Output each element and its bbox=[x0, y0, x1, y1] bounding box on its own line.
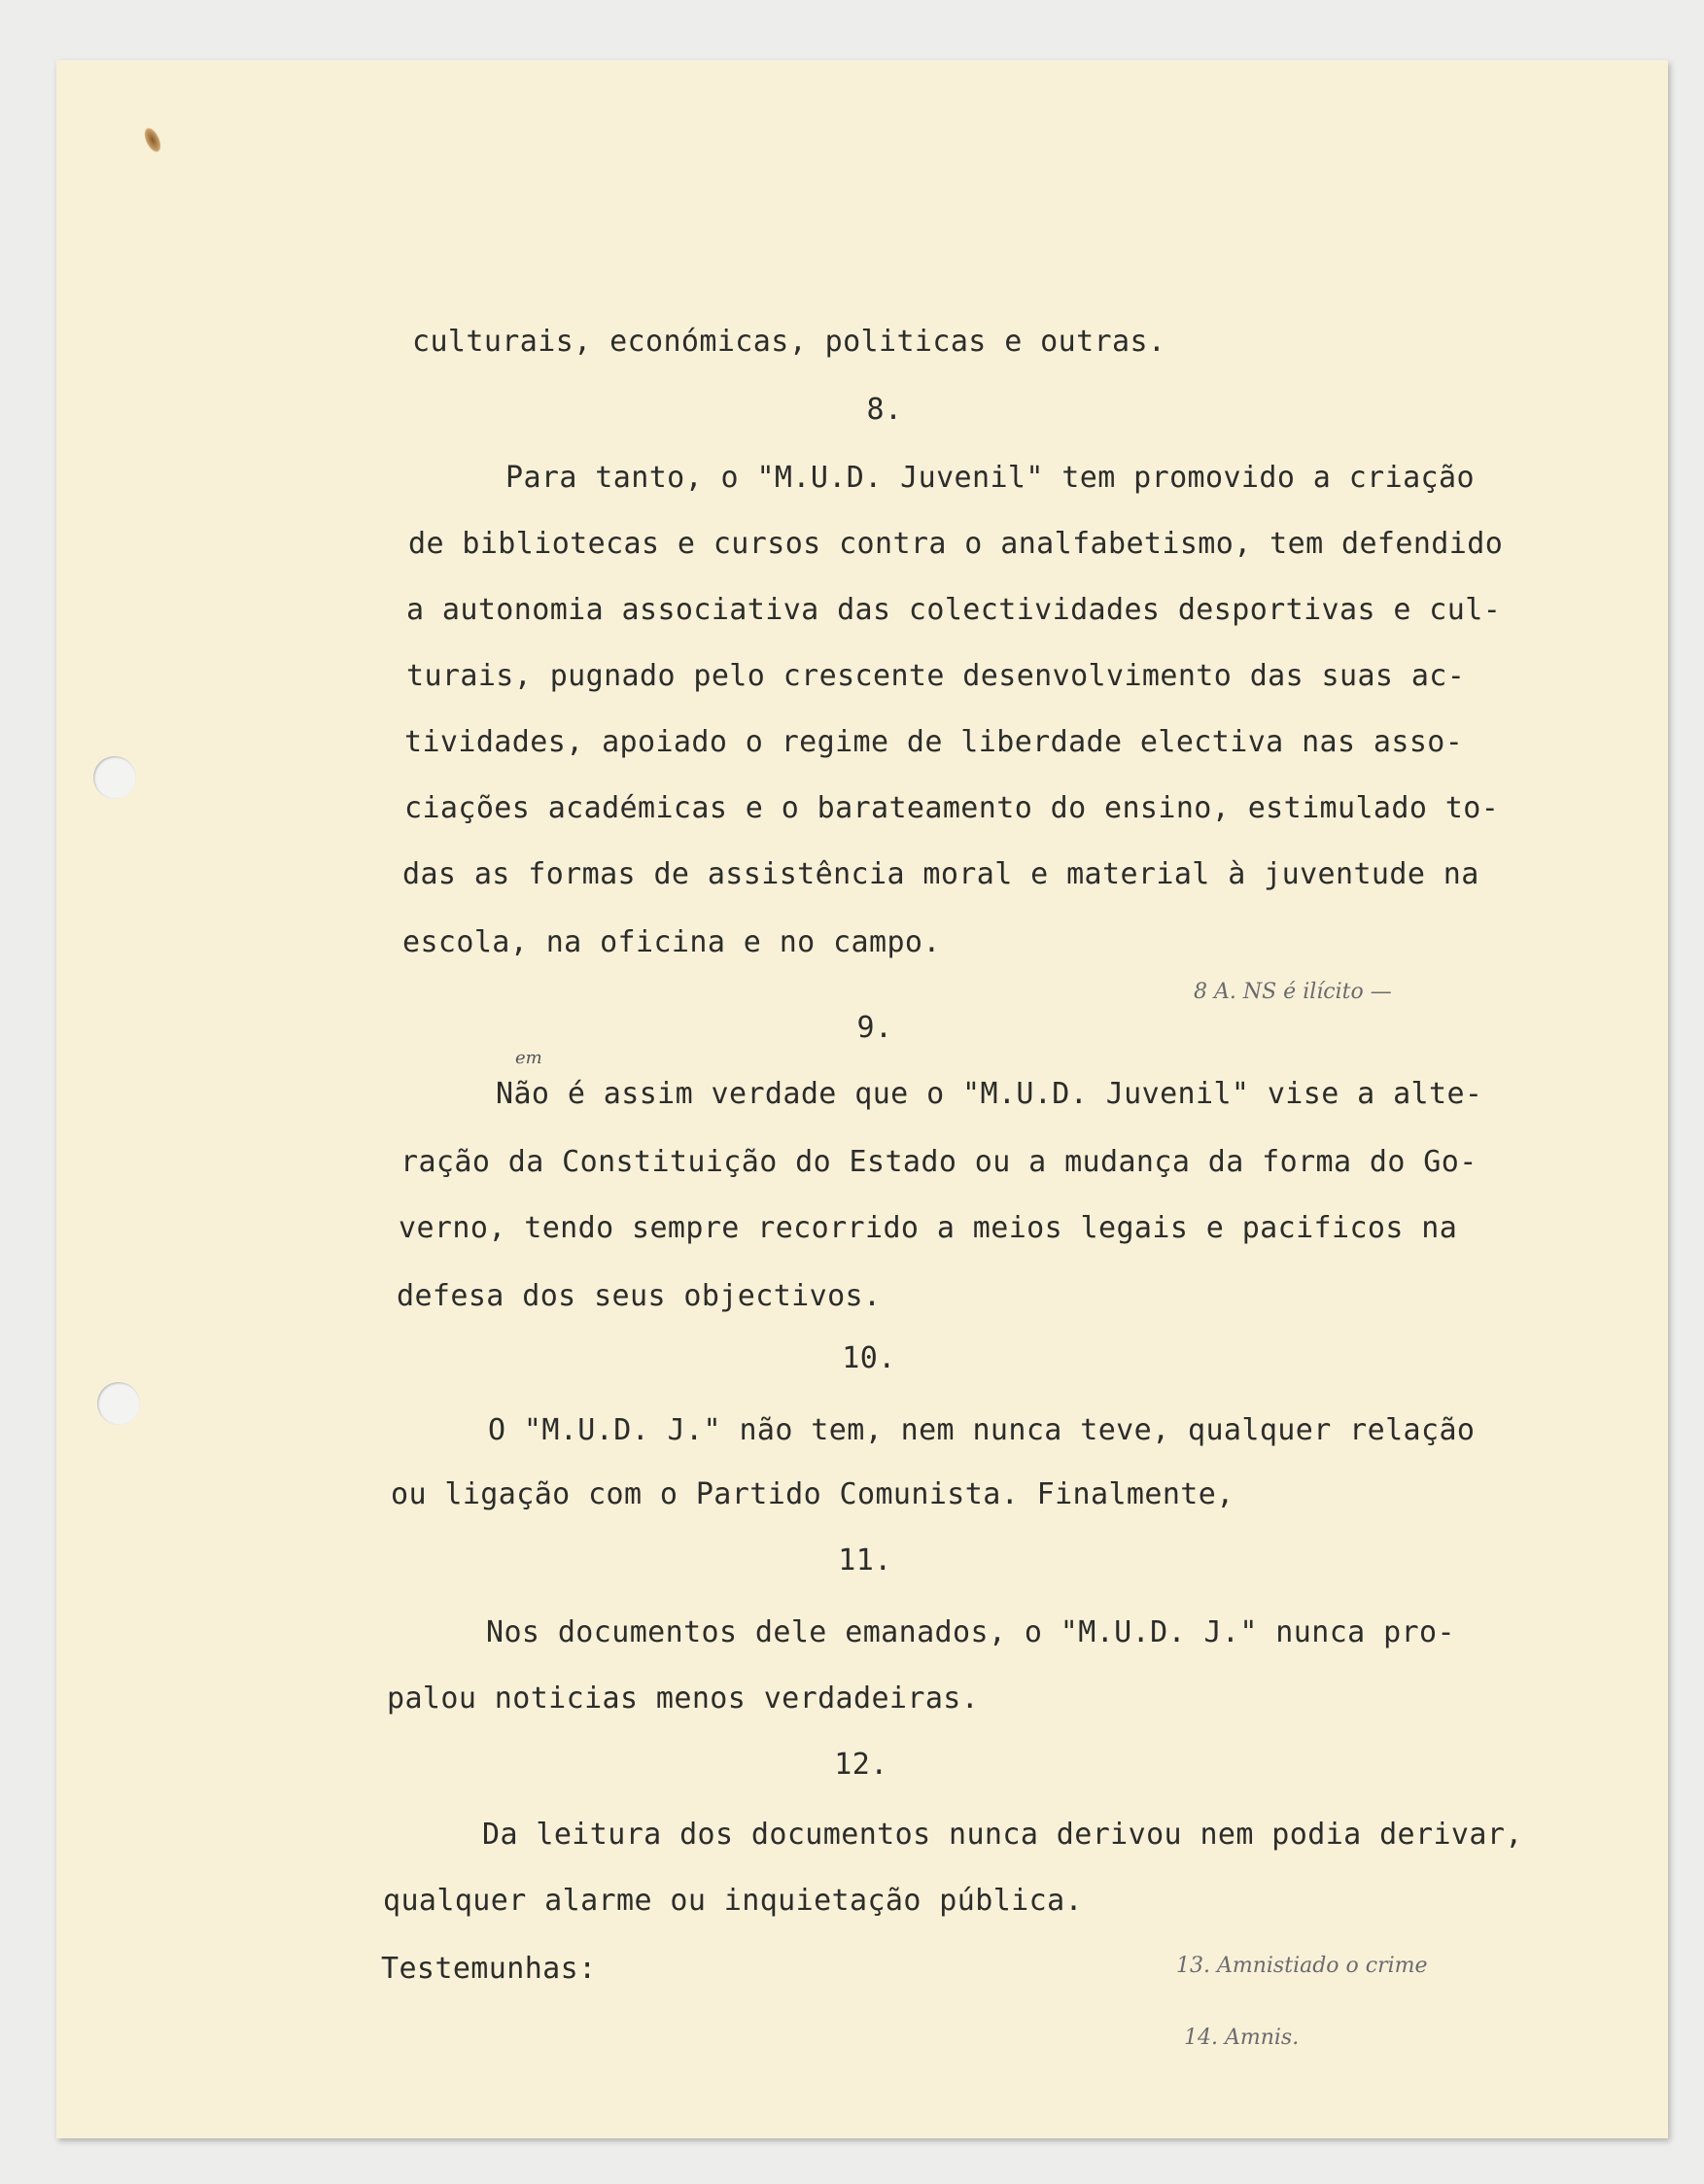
section-number: 11. bbox=[838, 1543, 892, 1577]
section-number: 10. bbox=[842, 1341, 896, 1375]
text-line: das as formas de assistência moral e material à juventude na bbox=[402, 857, 1479, 891]
text-line: ciações académicas e o barateamento do ensino, estimulado to- bbox=[404, 791, 1500, 825]
text-line: a autonomia associativa das colectividades desportivas e cul- bbox=[406, 593, 1502, 627]
text-line: defesa dos seus objectivos. bbox=[397, 1279, 882, 1313]
section-number: 12. bbox=[834, 1748, 888, 1782]
handwritten-note-13: 13. Amnistiado o crime bbox=[1176, 1954, 1428, 1978]
text-line: de bibliotecas e cursos contra o analfabetismo, tem defendido bbox=[408, 527, 1504, 561]
text-line: verno, tendo sempre recorrido a meios legais e pacificos na bbox=[399, 1211, 1458, 1245]
text-line: O "M.U.D. J." não tem, nem nunca teve, qualquer relação bbox=[488, 1413, 1476, 1447]
handwritten-note-8a: 8 A. NS é ilícito — bbox=[1194, 980, 1392, 1004]
text-line: Para tanto, o "M.U.D. Juvenil" tem promovido a criação bbox=[505, 461, 1475, 495]
text-line: ou ligação com o Partido Comunista. Finalmente, bbox=[391, 1477, 1235, 1511]
handwritten-insertion: em bbox=[515, 1048, 542, 1068]
rust-stain bbox=[141, 124, 165, 155]
text-line: Nos documentos dele emanados, o "M.U.D. J." nunca pro- bbox=[486, 1615, 1455, 1649]
testemunhas-heading: Testemunhas: bbox=[381, 1952, 597, 1986]
section-number: 8. bbox=[866, 393, 903, 427]
text-line: palou noticias menos verdadeiras. bbox=[387, 1681, 980, 1716]
text-line: Não é assim verdade que o "M.U.D. Juvenil" vise a alte- bbox=[496, 1077, 1483, 1111]
punch-hole-lower bbox=[97, 1382, 140, 1425]
section-number: 9. bbox=[856, 1011, 893, 1045]
text-line: escola, na oficina e no campo. bbox=[402, 925, 941, 959]
text-line: tividades, apoiado o regime de liberdade electiva nas asso- bbox=[404, 725, 1464, 759]
punch-hole-upper bbox=[93, 756, 136, 799]
text-line: culturais, económicas, politicas e outras. bbox=[412, 325, 1166, 359]
handwritten-note-14: 14. Amnis. bbox=[1184, 2026, 1300, 2050]
text-line: Da leitura dos documentos nunca derivou nem podia derivar, bbox=[482, 1818, 1523, 1852]
document-page bbox=[56, 60, 1668, 2138]
text-line: turais, pugnado pelo crescente desenvolvimento das suas ac- bbox=[406, 659, 1466, 693]
text-line: qualquer alarme ou inquietação pública. bbox=[383, 1884, 1083, 1918]
text-line: ração da Constituição do Estado ou a mudança da forma do Go- bbox=[400, 1145, 1478, 1179]
